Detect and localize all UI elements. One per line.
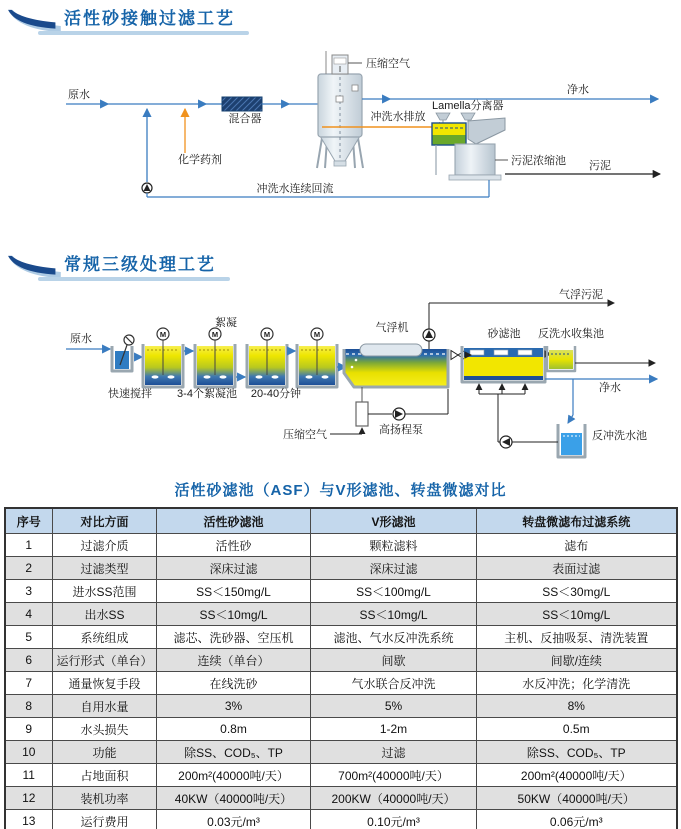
table-row [5,534,677,557]
flocculation-tanks [143,328,337,387]
vessel-outlet [334,161,346,166]
asf-process-diagram [0,41,681,241]
cell-disc: 50KW（40000吨/天） [477,787,677,810]
inclined-chute [468,118,505,144]
cell-asf: 0.8m [157,718,311,741]
backwash-water-tank [558,424,585,457]
wash-return-label: 冲洗水连续回流 [256,183,334,195]
cell-asf: 除SS、COD₅、TP [157,741,311,764]
section2-title-wrap [64,255,216,281]
flocculation-label: 絮凝 [215,317,237,329]
floc-tanks-label: 3-4个絮凝池 [177,388,237,400]
cell-vfilter: 0.10元/m³ [311,810,477,829]
floc-dot [168,375,175,378]
sand-filter-label: 砂滤池 [487,328,521,340]
cell-no: 6 [5,649,53,672]
cell-disc: SS＜10mg/L [477,603,677,626]
cell-no: 9 [5,718,53,741]
cell-no: 13 [5,810,53,829]
cell-aspect: 出水SS [53,603,157,626]
collection-content [549,350,573,369]
bubble [355,359,358,362]
cell-no: 11 [5,764,53,787]
table-row [5,580,677,603]
table-row [5,718,677,741]
cell-asf: 在线洗砂 [157,672,311,695]
cell-disc: 除SS、COD₅、TP [477,741,677,764]
cell-aspect: 系统组成 [53,626,157,649]
cell-asf: 连续（单台） [157,649,311,672]
cell-disc: 0.06元/m³ [477,810,677,829]
header-vfilter: V形滤池 [311,508,477,534]
mixer [222,97,262,111]
sand-filter [462,346,545,382]
cell-vfilter: SS＜10mg/L [311,603,477,626]
cell-aspect: 运行形式（单台） [53,649,157,672]
cell-vfilter: 5% [311,695,477,718]
valve-icon [451,351,458,360]
floc-dot [322,375,329,378]
cell-aspect: 过滤类型 [53,557,157,580]
wash-discharge-label: 冲洗水排放 [370,111,426,123]
cell-asf: 活性砂 [157,534,311,557]
section1-underline [38,31,249,35]
hopper-icon [436,113,450,120]
filter-sand-layer [464,357,543,376]
cell-asf: SS＜150mg/L [157,580,311,603]
cell-disc: 水反冲洗；化学清洗 [477,672,677,695]
cell-disc: 0.5m [477,718,677,741]
wash-trough [518,350,532,355]
floc-dot [272,375,279,378]
table-row [5,603,677,626]
floc-dot [306,375,313,378]
cell-vfilter: 过滤 [311,741,477,764]
raw-water-label: 原水 [68,89,90,101]
skimmer [360,344,422,356]
table-row [5,557,677,580]
cell-vfilter: 1-2m [311,718,477,741]
high-lift-pump-label: 高扬程泵 [379,424,423,436]
cell-aspect: 通量恢复手段 [53,672,157,695]
cell-disc: 滤布 [477,534,677,557]
header-disc: 转盘微滤布过滤系统 [477,508,677,534]
cell-disc: SS＜30mg/L [477,580,677,603]
table-row [5,741,677,764]
daf-unit [344,344,448,387]
section2-title: 常规三级处理工艺 [64,255,216,274]
section2-header [0,241,681,287]
clean-water-label: 净水 [599,382,621,394]
tertiary-process-diagram [0,287,681,473]
cell-vfilter: 气水联合反冲洗 [311,672,477,695]
cell-no: 8 [5,695,53,718]
cell-asf: 滤芯、洗砂器、空压机 [157,626,311,649]
table-row [5,649,677,672]
table-row [5,672,677,695]
saturator [356,402,368,426]
table-row [5,626,677,649]
backwash-tank-label: 反冲洗水池 [592,430,647,442]
motor-letter: M [263,330,271,339]
cell-aspect: 进水SS范围 [53,580,157,603]
cell-asf: 3% [157,695,311,718]
cell-vfilter: SS＜100mg/L [311,580,477,603]
cell-aspect: 水头损失 [53,718,157,741]
cell-asf: SS＜10mg/L [157,603,311,626]
table-row [5,810,677,829]
cell-aspect: 过滤介质 [53,534,157,557]
cell-no: 1 [5,534,53,557]
wash-trough [494,350,508,355]
cell-disc: 间歇/连续 [477,649,677,672]
comparison-table [4,507,678,829]
raw-water-label: 原水 [70,333,92,345]
header-asf: 活性砂滤池 [157,508,311,534]
cell-no: 10 [5,741,53,764]
cell-asf: 40KW（40000吨/天） [157,787,311,810]
cell-disc: 8% [477,695,677,718]
section1-title: 活性砂接触过滤工艺 [64,9,235,28]
thickener-body [455,144,495,175]
cell-aspect: 自用水量 [53,695,157,718]
cell-aspect: 占地面积 [53,764,157,787]
mixer-label: 混合器 [228,113,262,125]
cell-disc: 表面过滤 [477,557,677,580]
sludge-thickener-label: 污泥浓缩池 [511,155,566,167]
section2-underline [38,277,230,281]
daf-label: 气浮机 [375,322,409,334]
asf-vessel [317,51,363,168]
table-row [5,695,677,718]
filter-underdrain [464,376,543,380]
backwash-feed-line [568,415,573,423]
floc-dot [220,375,227,378]
lamella-tank-top [432,123,466,135]
clean-water-label: 净水 [567,84,589,96]
thickener-base [449,175,501,180]
vessel-port [352,85,358,91]
vessel-port [336,96,343,102]
chemical-label: 化学药剂 [178,154,222,166]
backwash-collection-label: 反洗水收集池 [538,328,604,340]
cell-vfilter: 深床过滤 [311,557,477,580]
cell-aspect: 装机功率 [53,787,157,810]
cell-no: 5 [5,626,53,649]
floc-dot [256,375,263,378]
sludge-label: 污泥 [589,160,611,172]
table-row [5,787,677,810]
hopper-icon [461,113,475,120]
cell-disc: 主机、反抽吸泵、清洗装置 [477,626,677,649]
cell-no: 7 [5,672,53,695]
cell-vfilter: 间歇 [311,649,477,672]
table-title: 活性砂滤池（ASF）与V形滤池、转盘微滤对比 [174,482,507,499]
motor-letter: M [159,330,167,339]
floc-dot [152,375,159,378]
cell-aspect: 功能 [53,741,157,764]
cell-no: 2 [5,557,53,580]
cell-vfilter: 颗粒滤料 [311,534,477,557]
cell-asf: 深床过滤 [157,557,311,580]
section1-header [0,0,681,41]
backwash-collection-tank [547,346,575,371]
cell-no: 3 [5,580,53,603]
wash-trough [470,350,484,355]
cell-vfilter: 200KW（40000吨/天） [311,787,477,810]
table-header-row [5,508,677,534]
cell-vfilter: 700m²(40000吨/天） [311,764,477,787]
floc-dot [204,375,211,378]
cell-no: 12 [5,787,53,810]
cell-asf: 200m²(40000吨/天） [157,764,311,787]
cell-no: 4 [5,603,53,626]
daf-sludge-label: 气浮污泥 [559,289,603,301]
section1-title-wrap [64,9,235,35]
rapid-mix-label: 快速搅拌 [108,388,152,400]
motor-letter: M [211,330,219,339]
cell-aspect: 运行费用 [53,810,157,829]
cell-vfilter: 滤池、气水反冲洗系统 [311,626,477,649]
bubble [351,366,354,369]
table-row [5,764,677,787]
compressed-air-label: 压缩空气 [366,58,410,70]
rapid-mix-tank [112,335,134,371]
header-aspect: 对比方面 [53,508,157,534]
compressed-air-label: 压缩空气 [283,429,327,441]
header-no: 序号 [5,508,53,534]
retention-label: 20-40分钟 [250,388,302,400]
cell-disc: 200m²(40000吨/天） [477,764,677,787]
cell-asf: 0.03元/m³ [157,810,311,829]
lamella-label: Lamella分离器 [432,100,504,112]
motor-letter: M [313,330,321,339]
sludge-thickener [449,144,501,180]
airlift-box-window [334,58,346,64]
